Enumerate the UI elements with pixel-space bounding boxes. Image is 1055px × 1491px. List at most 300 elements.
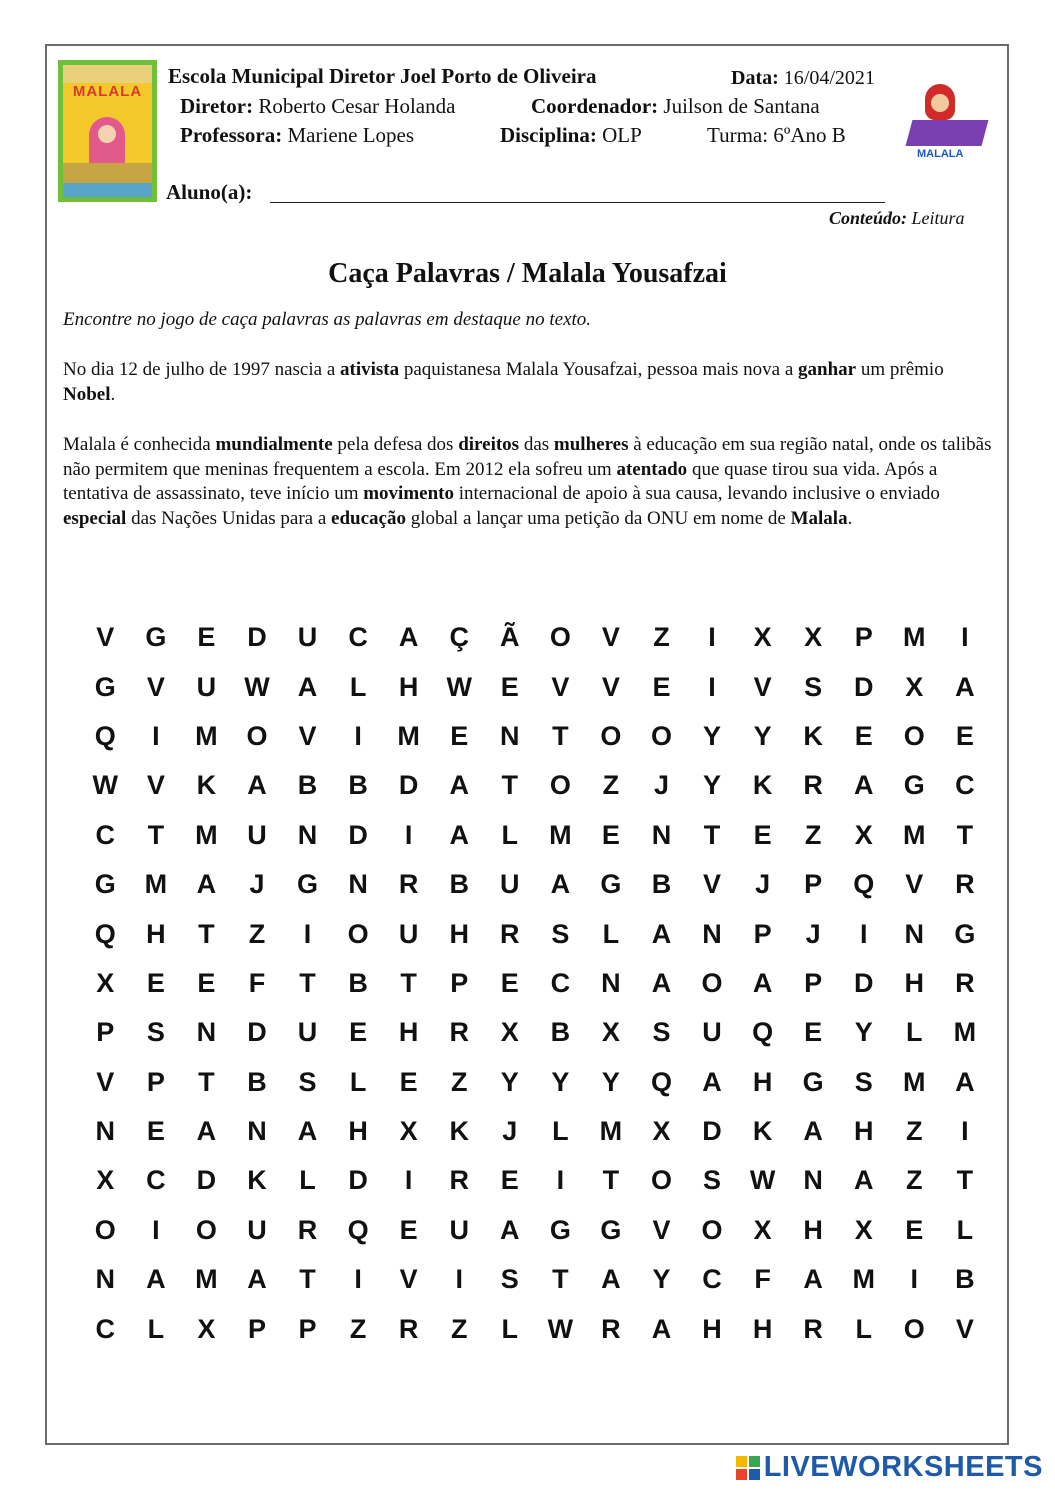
- grid-letter[interactable]: D: [702, 1116, 722, 1147]
- grid-letter[interactable]: A: [247, 770, 267, 801]
- grid-letter[interactable]: Ã: [500, 622, 520, 653]
- grid-letter[interactable]: P: [804, 967, 823, 998]
- grid-letter[interactable]: S: [854, 1066, 873, 1097]
- grid-letter[interactable]: J: [653, 770, 669, 801]
- grid-letter[interactable]: A: [651, 918, 672, 949]
- grid-letter[interactable]: G: [94, 869, 116, 900]
- grid-letter[interactable]: B: [449, 869, 469, 900]
- grid-letter[interactable]: S: [500, 1264, 519, 1295]
- grid-letter[interactable]: E: [349, 1017, 368, 1048]
- grid-letter[interactable]: Z: [653, 622, 670, 653]
- grid-letter[interactable]: R: [449, 1017, 469, 1048]
- grid-letter[interactable]: D: [398, 770, 419, 801]
- grid-letter[interactable]: Z: [602, 770, 620, 801]
- grid-letter[interactable]: V: [399, 1264, 418, 1295]
- grid-letter[interactable]: V: [298, 720, 317, 751]
- grid-letter[interactable]: I: [556, 1165, 565, 1196]
- grid-letter[interactable]: G: [549, 1214, 571, 1245]
- grid-letter[interactable]: T: [552, 1264, 569, 1295]
- grid-letter[interactable]: V: [146, 671, 165, 702]
- grid-letter[interactable]: A: [601, 1264, 621, 1295]
- grid-letter[interactable]: E: [804, 1017, 823, 1048]
- grid-letter[interactable]: O: [600, 720, 622, 751]
- grid-letter[interactable]: J: [755, 869, 771, 900]
- grid-letter[interactable]: O: [650, 1165, 672, 1196]
- grid-letter[interactable]: V: [96, 1066, 115, 1097]
- grid-letter[interactable]: J: [249, 869, 265, 900]
- grid-letter[interactable]: A: [651, 967, 672, 998]
- grid-letter[interactable]: H: [146, 918, 166, 949]
- grid-letter[interactable]: X: [399, 1116, 418, 1147]
- grid-letter[interactable]: I: [708, 622, 716, 653]
- grid-letter[interactable]: W: [446, 671, 472, 702]
- grid-row: [80, 1304, 990, 1353]
- paragraph-2: Malala é conhecida mundialmente pela defesa dos direitos das mulheres à educação em sua região natal, onde os talibãs não permitem que meninas frequentem a escola. Em 2012 ela sofreu um atentado que quase tirou sua vida. Após a tentativa de assassinato, teve início um movimento internacional de apoio à sua causa, levando inclusive o enviado especial das Nações Unidas para a educação global a lançar uma petição da ONU em nome de Malala.: [63, 434, 992, 529]
- grid-letter[interactable]: W: [92, 770, 119, 801]
- grid-letter[interactable]: Z: [804, 819, 822, 850]
- grid-letter[interactable]: B: [297, 770, 318, 801]
- grid-letter[interactable]: G: [94, 671, 116, 702]
- grid-letter[interactable]: X: [854, 819, 873, 850]
- grid-letter[interactable]: Z: [450, 1313, 468, 1344]
- grid-letter[interactable]: Z: [349, 1313, 367, 1344]
- grid-letter[interactable]: I: [404, 1165, 413, 1196]
- grid-letter[interactable]: O: [195, 1214, 217, 1245]
- grid-letter[interactable]: A: [752, 967, 773, 998]
- grid-letter[interactable]: D: [853, 967, 874, 998]
- grid-letter[interactable]: A: [196, 869, 217, 900]
- grid-letter[interactable]: I: [354, 1264, 362, 1295]
- grid-letter[interactable]: H: [449, 918, 469, 949]
- grid-letter[interactable]: L: [602, 918, 620, 949]
- grid-letter[interactable]: P: [96, 1017, 115, 1048]
- grid-letter[interactable]: I: [303, 918, 312, 949]
- grid-letter[interactable]: I: [354, 720, 362, 751]
- grid-letter[interactable]: O: [347, 918, 369, 949]
- grid-letter[interactable]: U: [196, 671, 217, 702]
- grid-letter[interactable]: I: [859, 918, 868, 949]
- grid-row: [80, 1156, 990, 1205]
- grid-letter[interactable]: S: [703, 1165, 722, 1196]
- grid-letter[interactable]: R: [955, 967, 975, 998]
- grid-row: [80, 959, 990, 1008]
- grid-letter[interactable]: O: [903, 1313, 925, 1344]
- grid-letter[interactable]: S: [298, 1066, 317, 1097]
- grid-letter[interactable]: T: [703, 819, 721, 850]
- grid-letter[interactable]: W: [244, 671, 270, 702]
- grid-letter[interactable]: A: [398, 622, 419, 653]
- paragraph-1: No dia 12 de julho de 1997 nascia a ativista paquistanesa Malala Yousafzai, pessoa mais nova a ganhar um prêmio Nobel.: [63, 359, 944, 405]
- grid-row: [80, 662, 990, 711]
- subject: Disciplina: OLP: [500, 123, 642, 147]
- grid-letter[interactable]: O: [246, 720, 268, 751]
- grid-letter[interactable]: Y: [753, 720, 772, 751]
- grid-letter[interactable]: F: [754, 1264, 771, 1295]
- grid-letter[interactable]: P: [247, 1313, 266, 1344]
- grid-letter[interactable]: I: [910, 1264, 919, 1295]
- grid-letter[interactable]: A: [449, 770, 469, 801]
- grid-letter[interactable]: K: [803, 720, 823, 751]
- grid-letter[interactable]: E: [854, 720, 873, 751]
- grid-letter[interactable]: Y: [703, 720, 722, 751]
- grid-letter[interactable]: H: [803, 1214, 823, 1245]
- grid-letter[interactable]: R: [398, 1313, 419, 1344]
- grid-letter[interactable]: L: [956, 1214, 974, 1245]
- malala-logo: MALALA: [903, 80, 989, 170]
- grid-letter[interactable]: A: [196, 1116, 217, 1147]
- grid-letter[interactable]: V: [955, 1313, 974, 1344]
- grid-letter[interactable]: N: [348, 869, 368, 900]
- grid-letter[interactable]: I: [708, 671, 716, 702]
- grid-letter[interactable]: H: [904, 967, 925, 998]
- grid-letter[interactable]: T: [198, 1066, 215, 1097]
- grid-letter[interactable]: E: [146, 967, 165, 998]
- grid-letter[interactable]: Y: [601, 1066, 620, 1097]
- grid-letter[interactable]: T: [602, 1165, 620, 1196]
- grid-letter[interactable]: T: [198, 918, 215, 949]
- grid-letter[interactable]: A: [500, 1214, 520, 1245]
- grid-letter[interactable]: D: [348, 1165, 368, 1196]
- grid-letter[interactable]: V: [601, 671, 620, 702]
- grid-letter[interactable]: S: [652, 1017, 671, 1048]
- grid-letter[interactable]: H: [398, 671, 419, 702]
- grid-letter[interactable]: M: [144, 869, 168, 900]
- grid-letter[interactable]: V: [652, 1214, 671, 1245]
- grid-letter[interactable]: G: [297, 869, 319, 900]
- grid-letter[interactable]: C: [702, 1264, 722, 1295]
- grid-letter[interactable]: G: [600, 869, 622, 900]
- grid-letter[interactable]: M: [549, 819, 572, 850]
- grid-letter[interactable]: M: [852, 1264, 875, 1295]
- grid-letter[interactable]: X: [652, 1116, 671, 1147]
- grid-letter[interactable]: I: [961, 622, 969, 653]
- grid-letter[interactable]: U: [247, 819, 267, 850]
- grid-letter[interactable]: O: [549, 770, 571, 801]
- grid-letter[interactable]: R: [803, 1313, 823, 1344]
- grid-letter[interactable]: K: [752, 770, 773, 801]
- grid-letter[interactable]: T: [552, 720, 569, 751]
- grid-row: [80, 811, 990, 860]
- grid-letter[interactable]: V: [146, 770, 165, 801]
- grid-letter[interactable]: M: [903, 1066, 926, 1097]
- grid-letter[interactable]: Q: [347, 1214, 369, 1245]
- grid-letter[interactable]: T: [299, 1264, 316, 1295]
- grid-letter[interactable]: Z: [906, 1165, 923, 1196]
- grid-letter[interactable]: H: [398, 1017, 419, 1048]
- grid-letter[interactable]: T: [501, 770, 519, 801]
- grid-letter[interactable]: T: [299, 967, 316, 998]
- grid-letter[interactable]: U: [702, 1017, 722, 1048]
- grid-letter[interactable]: I: [404, 819, 413, 850]
- grid-row: [80, 712, 990, 761]
- grid-letter[interactable]: R: [601, 1313, 621, 1344]
- grid-letter[interactable]: S: [146, 1017, 165, 1048]
- grid-row: [80, 613, 990, 662]
- grid-letter[interactable]: Q: [650, 1066, 672, 1097]
- grid-letter[interactable]: H: [752, 1313, 773, 1344]
- grid-letter[interactable]: Y: [652, 1264, 671, 1295]
- grid-letter[interactable]: X: [601, 1017, 620, 1048]
- grid-letter[interactable]: R: [297, 1214, 318, 1245]
- date: Data: 16/04/2021: [731, 67, 875, 89]
- grid-letter[interactable]: M: [903, 819, 926, 850]
- grid-letter[interactable]: T: [956, 1165, 974, 1196]
- grid-letter[interactable]: N: [601, 967, 621, 998]
- grid-letter[interactable]: P: [854, 622, 873, 653]
- grid-letter[interactable]: O: [650, 720, 672, 751]
- grid-letter[interactable]: A: [955, 671, 975, 702]
- grid-row: [80, 909, 990, 958]
- grid-letter[interactable]: B: [651, 869, 672, 900]
- grid-letter[interactable]: A: [955, 1066, 975, 1097]
- grid-letter[interactable]: Y: [500, 1066, 519, 1097]
- grid-letter[interactable]: L: [349, 671, 367, 702]
- grid-letter[interactable]: X: [753, 622, 772, 653]
- grid-letter[interactable]: F: [248, 967, 266, 998]
- class: Turma: 6ºAno B: [707, 123, 846, 147]
- grid-letter[interactable]: D: [196, 1165, 217, 1196]
- grid-letter[interactable]: N: [803, 1165, 823, 1196]
- grid-letter[interactable]: U: [247, 1214, 267, 1245]
- book-title: MALALA: [72, 83, 143, 100]
- grid-letter[interactable]: V: [703, 869, 722, 900]
- grid-letter[interactable]: Q: [94, 720, 116, 751]
- grid-letter[interactable]: N: [651, 819, 672, 850]
- student-name-line[interactable]: [270, 202, 885, 203]
- grid-letter[interactable]: X: [905, 671, 924, 702]
- grid-letter[interactable]: K: [247, 1165, 267, 1196]
- grid-letter[interactable]: M: [397, 720, 420, 751]
- grid-letter[interactable]: Ç: [449, 622, 469, 653]
- liveworksheets-icon: [736, 1456, 760, 1480]
- grid-letter[interactable]: E: [399, 1214, 418, 1245]
- grid-letter[interactable]: L: [147, 1313, 165, 1344]
- grid-letter[interactable]: L: [501, 819, 519, 850]
- grid-letter[interactable]: G: [802, 1066, 824, 1097]
- grid-letter[interactable]: L: [349, 1066, 367, 1097]
- grid-letter[interactable]: R: [449, 1165, 469, 1196]
- grid-letter[interactable]: A: [297, 1116, 318, 1147]
- grid-letter[interactable]: V: [96, 622, 115, 653]
- grid-letter[interactable]: Y: [551, 1066, 570, 1097]
- grid-letter[interactable]: T: [956, 819, 974, 850]
- grid-letter[interactable]: A: [297, 671, 318, 702]
- grid-letter[interactable]: P: [146, 1066, 165, 1097]
- grid-row: [80, 1008, 990, 1057]
- grid-letter[interactable]: O: [701, 967, 723, 998]
- grid-letter[interactable]: I: [152, 1214, 160, 1245]
- grid-letter[interactable]: B: [348, 770, 368, 801]
- grid-letter[interactable]: O: [94, 1214, 116, 1245]
- grid-letter[interactable]: L: [906, 1017, 923, 1048]
- grid-letter[interactable]: M: [599, 1116, 623, 1147]
- grid-letter[interactable]: H: [853, 1116, 874, 1147]
- grid-letter[interactable]: M: [195, 819, 218, 850]
- grid-letter[interactable]: U: [297, 1017, 318, 1048]
- grid-letter[interactable]: M: [195, 1264, 218, 1295]
- teacher: Professora: Mariene Lopes: [180, 123, 415, 147]
- grid-letter[interactable]: Z: [906, 1116, 923, 1147]
- grid-letter[interactable]: C: [146, 1165, 166, 1196]
- grid-letter[interactable]: X: [804, 622, 823, 653]
- grid-letter[interactable]: U: [398, 918, 419, 949]
- grid-letter[interactable]: R: [803, 770, 823, 801]
- grid-letter[interactable]: B: [247, 1066, 267, 1097]
- grid-letter[interactable]: U: [449, 1214, 469, 1245]
- grid-letter[interactable]: A: [651, 1313, 672, 1344]
- grid-letter[interactable]: O: [903, 720, 925, 751]
- grid-letter[interactable]: N: [500, 720, 520, 751]
- grid-letter[interactable]: X: [753, 1214, 772, 1245]
- grid-letter[interactable]: C: [95, 819, 116, 850]
- grid-row: [80, 761, 990, 810]
- grid-letter[interactable]: G: [903, 770, 925, 801]
- grid-letter[interactable]: X: [500, 1017, 519, 1048]
- grid-letter[interactable]: H: [348, 1116, 368, 1147]
- grid-letter[interactable]: W: [749, 1165, 776, 1196]
- grid-letter[interactable]: E: [146, 1116, 165, 1147]
- grid-letter[interactable]: G: [600, 1214, 622, 1245]
- grid-letter[interactable]: Z: [450, 1066, 468, 1097]
- grid-letter[interactable]: T: [400, 967, 417, 998]
- grid-letter[interactable]: V: [551, 671, 570, 702]
- grid-letter[interactable]: N: [297, 819, 318, 850]
- grid-letter[interactable]: E: [500, 671, 519, 702]
- grid-letter[interactable]: E: [652, 671, 671, 702]
- grid-letter[interactable]: L: [299, 1165, 316, 1196]
- grid-letter[interactable]: A: [449, 819, 469, 850]
- grid-letter[interactable]: A: [146, 1264, 166, 1295]
- grid-row: [80, 1255, 990, 1304]
- grid-letter[interactable]: E: [399, 1066, 418, 1097]
- grid-letter[interactable]: K: [449, 1116, 469, 1147]
- student-label: Aluno(a):: [166, 180, 253, 204]
- grid-letter[interactable]: V: [753, 671, 772, 702]
- grid-letter[interactable]: I: [961, 1116, 969, 1147]
- director: Diretor: Roberto Cesar Holanda: [180, 94, 456, 118]
- grid-letter[interactable]: R: [955, 869, 975, 900]
- grid-letter[interactable]: M: [903, 622, 926, 653]
- grid-letter[interactable]: Y: [854, 1017, 873, 1048]
- grid-letter[interactable]: B: [550, 1017, 571, 1048]
- grid-letter[interactable]: Y: [703, 770, 722, 801]
- grid-letter[interactable]: N: [904, 918, 925, 949]
- grid-letter[interactable]: A: [702, 1066, 722, 1097]
- grid-letter[interactable]: I: [455, 1264, 463, 1295]
- grid-letter[interactable]: K: [752, 1116, 773, 1147]
- grid-letter[interactable]: A: [803, 1264, 823, 1295]
- grid-letter[interactable]: R: [500, 918, 520, 949]
- grid-letter[interactable]: S: [551, 918, 570, 949]
- grid-letter[interactable]: X: [96, 967, 115, 998]
- grid-letter[interactable]: C: [95, 1313, 116, 1344]
- grid-letter[interactable]: A: [853, 1165, 874, 1196]
- grid-row: [80, 1058, 990, 1107]
- grid-letter[interactable]: L: [552, 1116, 569, 1147]
- grid-letter[interactable]: C: [955, 770, 975, 801]
- grid-letter[interactable]: N: [95, 1264, 116, 1295]
- book-cover-image: [58, 60, 157, 202]
- grid-letter[interactable]: A: [247, 1264, 267, 1295]
- grid-letter[interactable]: W: [547, 1313, 574, 1344]
- grid-letter[interactable]: E: [197, 622, 216, 653]
- grid-letter[interactable]: A: [550, 869, 571, 900]
- grid-letter[interactable]: X: [96, 1165, 115, 1196]
- grid-letter[interactable]: U: [297, 622, 318, 653]
- grid-letter[interactable]: O: [549, 622, 571, 653]
- grid-letter[interactable]: M: [953, 1017, 977, 1048]
- grid-letter[interactable]: P: [804, 869, 823, 900]
- grid-letter[interactable]: M: [195, 720, 218, 751]
- grid-letter[interactable]: E: [450, 720, 469, 751]
- grid-letter[interactable]: N: [247, 1116, 267, 1147]
- school-name: Escola Municipal Diretor Joel Porto de Oliveira: [168, 64, 597, 88]
- grid-letter[interactable]: Z: [248, 918, 266, 949]
- grid-letter[interactable]: B: [955, 1264, 975, 1295]
- grid-letter[interactable]: G: [145, 622, 167, 653]
- grid-letter[interactable]: E: [955, 720, 974, 751]
- grid-letter[interactable]: E: [197, 967, 216, 998]
- grid-letter[interactable]: S: [804, 671, 823, 702]
- grid-letter[interactable]: X: [197, 1313, 216, 1344]
- grid-letter[interactable]: A: [803, 1116, 823, 1147]
- grid-row: [80, 1107, 990, 1156]
- grid-letter[interactable]: Q: [853, 869, 875, 900]
- grid-letter[interactable]: I: [152, 720, 160, 751]
- grid-letter[interactable]: E: [905, 1214, 924, 1245]
- grid-letter[interactable]: E: [753, 819, 772, 850]
- grid-letter[interactable]: H: [752, 1066, 773, 1097]
- grid-letter[interactable]: E: [500, 967, 519, 998]
- grid-letter[interactable]: D: [247, 1017, 267, 1048]
- grid-letter[interactable]: Q: [94, 918, 116, 949]
- grid-letter[interactable]: L: [855, 1313, 872, 1344]
- grid-letter[interactable]: E: [601, 819, 620, 850]
- grid-letter[interactable]: L: [501, 1313, 519, 1344]
- grid-letter[interactable]: V: [905, 869, 924, 900]
- grid-letter[interactable]: D: [853, 671, 874, 702]
- grid-letter[interactable]: N: [196, 1017, 217, 1048]
- grid-letter[interactable]: P: [753, 918, 772, 949]
- grid-letter[interactable]: T: [147, 819, 165, 850]
- grid-letter[interactable]: J: [805, 918, 821, 949]
- grid-letter[interactable]: O: [701, 1214, 723, 1245]
- grid-letter[interactable]: G: [954, 918, 976, 949]
- liveworksheets-logo: [736, 1451, 1043, 1484]
- grid-letter[interactable]: X: [854, 1214, 873, 1245]
- grid-letter[interactable]: R: [398, 869, 419, 900]
- grid-letter[interactable]: V: [601, 622, 620, 653]
- grid-letter[interactable]: D: [348, 819, 368, 850]
- grid-letter[interactable]: D: [247, 622, 267, 653]
- grid-letter[interactable]: Q: [752, 1017, 774, 1048]
- word-search-grid[interactable]: [80, 613, 990, 1354]
- grid-letter[interactable]: B: [348, 967, 368, 998]
- brand-text: LIVEWORKSHEETS: [763, 1451, 1043, 1483]
- grid-letter[interactable]: P: [450, 967, 469, 998]
- grid-letter[interactable]: N: [95, 1116, 116, 1147]
- grid-letter[interactable]: H: [702, 1313, 722, 1344]
- grid-letter[interactable]: A: [853, 770, 874, 801]
- grid-letter[interactable]: K: [196, 770, 217, 801]
- grid-letter[interactable]: C: [550, 967, 571, 998]
- grid-letter[interactable]: P: [298, 1313, 317, 1344]
- grid-letter[interactable]: E: [500, 1165, 519, 1196]
- grid-letter[interactable]: N: [702, 918, 722, 949]
- grid-letter[interactable]: U: [500, 869, 520, 900]
- grid-letter[interactable]: J: [502, 1116, 518, 1147]
- grid-letter[interactable]: C: [348, 622, 368, 653]
